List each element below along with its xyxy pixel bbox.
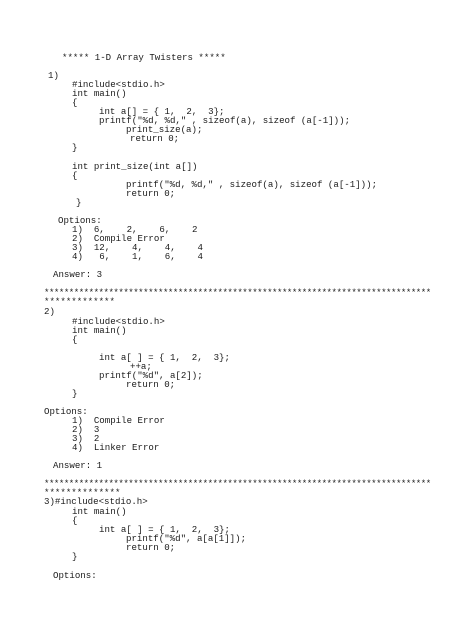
question-2-number: 2) <box>44 306 55 317</box>
code-line: int a[ ] = { 1, 2, 3}; <box>99 524 230 535</box>
answer-line: Answer: 3 <box>53 269 103 280</box>
code-line: } <box>72 388 78 399</box>
code-line: return 0; <box>126 379 176 390</box>
option-item: 1) Compile Error <box>72 415 165 426</box>
code-line: #include<stdio.h> <box>72 79 165 90</box>
separator-line: ************** <box>44 487 121 498</box>
code-line: { <box>72 515 78 526</box>
code-line: return 0; <box>126 188 176 199</box>
code-line: printf("%d", a[2]); <box>99 370 203 381</box>
code-line: } <box>76 197 82 208</box>
option-item: 4) Linker Error <box>72 442 160 453</box>
code-line: int a[] = { 1, 2, 3}; <box>99 106 225 117</box>
options-label: Options: <box>44 406 88 417</box>
code-line: int a[ ] = { 1, 2, 3}; <box>99 352 230 363</box>
separator-line: ****************************************************************************** <box>44 478 431 489</box>
document-title: ***** 1-D Array Twisters ***** <box>62 52 226 63</box>
answer-line: Answer: 1 <box>53 460 103 471</box>
code-line: printf("%d, %d," , sizeof(a), sizeof (a[-1])); <box>126 179 378 190</box>
separator-line: ****************************************************************************** <box>44 287 431 298</box>
code-line: int main() <box>72 506 127 517</box>
code-line: int main() <box>72 325 127 336</box>
question-3-number: 3)#include<stdio.h> <box>44 496 148 507</box>
code-line: { <box>72 334 78 345</box>
code-line: print_size(a); <box>126 124 203 135</box>
code-line: printf("%d", a[a[1]]); <box>126 533 247 544</box>
code-line: printf("%d, %d," , sizeof(a), sizeof (a[-1])); <box>99 115 351 126</box>
code-line: } <box>72 551 78 562</box>
code-line: ++a; <box>130 361 152 372</box>
separator-line: ************* <box>44 296 115 307</box>
code-line: { <box>72 170 78 181</box>
code-line: int print_size(int a[]) <box>72 161 198 172</box>
option-item: 3) 12, 4, 4, 4 <box>72 242 203 253</box>
option-item: 3) 2 <box>72 433 100 444</box>
code-line: #include<stdio.h> <box>72 316 165 327</box>
option-item: 2) 3 <box>72 424 100 435</box>
option-item: 4) 6, 1, 6, 4 <box>72 251 203 262</box>
options-label: Options: <box>53 570 97 581</box>
option-item: 2) Compile Error <box>72 233 165 244</box>
code-line: return 0; <box>126 542 176 553</box>
code-line: return 0; <box>130 133 180 144</box>
question-1-number: 1) <box>48 70 59 81</box>
option-item: 1) 6, 2, 6, 2 <box>72 224 198 235</box>
code-line: } <box>72 142 78 153</box>
code-line: { <box>72 97 78 108</box>
options-label: Options: <box>58 215 102 226</box>
code-line: int main() <box>72 88 127 99</box>
